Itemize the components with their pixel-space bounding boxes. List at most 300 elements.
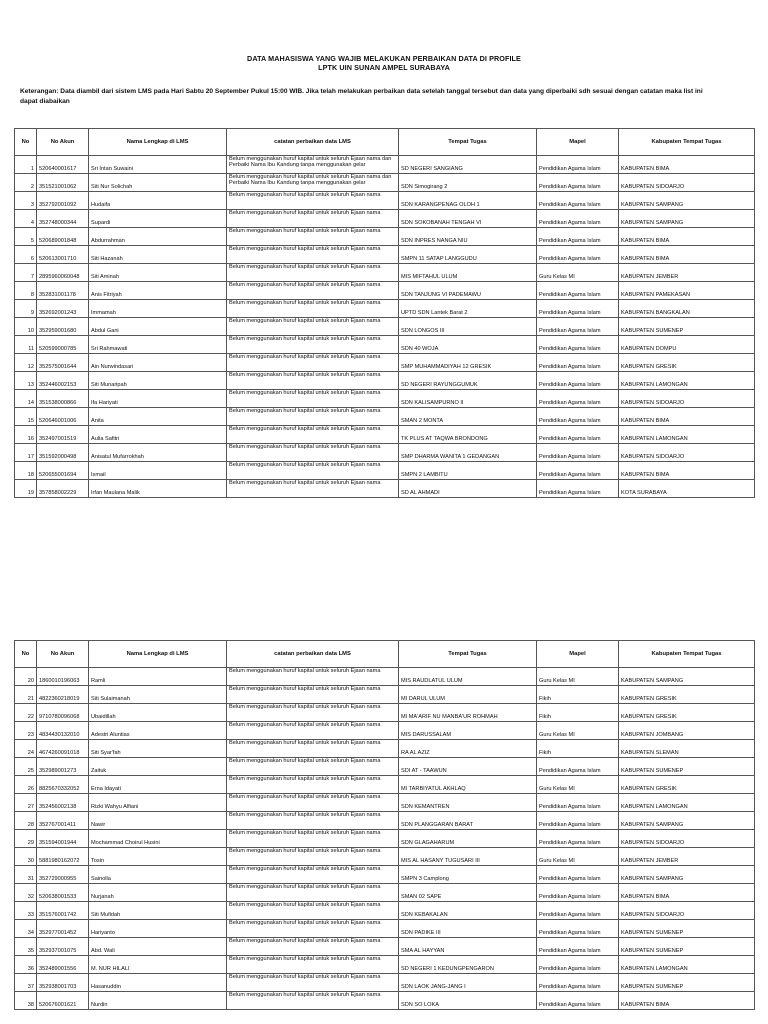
table-row <box>15 992 755 1010</box>
cell-no: 13 <box>15 372 37 390</box>
cell-name: Supardi <box>89 210 227 228</box>
table-row <box>15 794 755 812</box>
cell-name: Hasanuddin <box>89 974 227 992</box>
cell-subject: Guru Kelas MI <box>537 264 619 282</box>
cell-subject: Pendidikan Agama Islam <box>537 318 619 336</box>
cell-no: 19 <box>15 480 37 498</box>
cell-name: Ismail <box>89 462 227 480</box>
cell-no: 31 <box>15 866 37 884</box>
cell-name: Irfan Maulana Malik <box>89 480 227 498</box>
student-table-2 <box>14 640 755 1010</box>
cell-name: Hariyanto <box>89 920 227 938</box>
table-row <box>15 812 755 830</box>
cell-subject: Pendidikan Agama Islam <box>537 192 619 210</box>
cell-workplace: SMPN 11 SATAP LANGGUDU <box>399 246 537 264</box>
cell-no: 9 <box>15 300 37 318</box>
table-row <box>15 462 755 480</box>
cell-name: Sri Rahmawati <box>89 336 227 354</box>
table-row <box>15 210 755 228</box>
cell-no: 7 <box>15 264 37 282</box>
cell-workplace: SDN SO LOKA <box>399 992 537 1010</box>
cell-account: 9710780096068 <box>37 704 89 722</box>
cell-regency: KABUPATEN LAMONGAN <box>619 956 755 974</box>
cell-account: 352748000344 <box>37 210 89 228</box>
cell-note: Belum menggunakan huruf kapital untuk seluruh Ejaan nama dan Perbaiki Nama Ibu Kandung tanpa menggunakan gelar <box>227 174 399 192</box>
cell-workplace: SD AL AHMADI <box>399 480 537 498</box>
cell-regency: KABUPATEN GRESIK <box>619 776 755 794</box>
table-body-1 <box>15 156 755 498</box>
table-row <box>15 282 755 300</box>
cell-subject: Pendidikan Agama Islam <box>537 444 619 462</box>
cell-regency: KOTA SURABAYA <box>619 480 755 498</box>
cell-workplace: SDN KARANGPENAG OLOH 1 <box>399 192 537 210</box>
cell-workplace: SDN GLAGAHARUM <box>399 830 537 848</box>
cell-name: Nurjanah <box>89 884 227 902</box>
cell-note: Belum menggunakan huruf kapital untuk seluruh Ejaan nama <box>227 848 399 866</box>
cell-account: 352792001092 <box>37 192 89 210</box>
table-row <box>15 722 755 740</box>
cell-note: Belum menggunakan huruf kapital untuk seluruh Ejaan nama <box>227 956 399 974</box>
table-row <box>15 902 755 920</box>
cell-regency: KABUPATEN GRESIK <box>619 704 755 722</box>
cell-regency: KABUPATEN BIMA <box>619 884 755 902</box>
table-row <box>15 974 755 992</box>
cell-regency: KABUPATEN JOMBANG <box>619 722 755 740</box>
table-row <box>15 264 755 282</box>
cell-regency: KABUPATEN SUMENEP <box>619 920 755 938</box>
col-header-workplace: Tempat Tugas <box>399 641 537 668</box>
cell-account: 520613001710 <box>37 246 89 264</box>
col-header-account: No Akun <box>37 641 89 668</box>
cell-name: Abd. Wali <box>89 938 227 956</box>
cell-subject: Pendidikan Agama Islam <box>537 336 619 354</box>
cell-no: 27 <box>15 794 37 812</box>
cell-workplace: SMP DHARMA WANITA 1 GEDANGAN <box>399 444 537 462</box>
cell-no: 33 <box>15 902 37 920</box>
cell-subject: Pendidikan Agama Islam <box>537 282 619 300</box>
cell-regency: KABUPATEN SAMPANG <box>619 866 755 884</box>
col-header-name: Nama Lengkap di LMS <box>89 641 227 668</box>
cell-account: 1860010196063 <box>37 668 89 686</box>
cell-regency: KABUPATEN SLEMAN <box>619 740 755 758</box>
cell-account: 352959001680 <box>37 318 89 336</box>
cell-workplace: SDN KEMANTREN <box>399 794 537 812</box>
table-row <box>15 740 755 758</box>
table-row <box>15 246 755 264</box>
cell-account: 352446002153 <box>37 372 89 390</box>
table-row <box>15 228 755 246</box>
cell-regency: KABUPATEN SUMENEP <box>619 758 755 776</box>
cell-workplace: SMPN 2 LAMBITU <box>399 462 537 480</box>
cell-no: 10 <box>15 318 37 336</box>
cell-account: 352489001556 <box>37 956 89 974</box>
cell-name: Tosin <box>89 848 227 866</box>
cell-no: 1 <box>15 156 37 174</box>
cell-name: Siti Nur Solichah <box>89 174 227 192</box>
cell-no: 23 <box>15 722 37 740</box>
cell-name: Siti Syar'fah <box>89 740 227 758</box>
cell-note: Belum menggunakan huruf kapital untuk seluruh Ejaan nama <box>227 480 399 498</box>
table-row <box>15 776 755 794</box>
cell-account: 520646001006 <box>37 408 89 426</box>
cell-account: 351592000498 <box>37 444 89 462</box>
cell-name: Aulia Safitri <box>89 426 227 444</box>
cell-workplace: MIS MIFTAHUL ULUM <box>399 264 537 282</box>
cell-regency: KABUPATEN SIDOARJO <box>619 390 755 408</box>
cell-name: Ain Nurwindasari <box>89 354 227 372</box>
cell-no: 29 <box>15 830 37 848</box>
table-row <box>15 354 755 372</box>
table-row <box>15 686 755 704</box>
cell-no: 12 <box>15 354 37 372</box>
cell-note: Belum menggunakan huruf kapital untuk seluruh Ejaan nama <box>227 228 399 246</box>
cell-regency: KABUPATEN BIMA <box>619 408 755 426</box>
cell-account: 351576001742 <box>37 902 89 920</box>
cell-note: Belum menggunakan huruf kapital untuk seluruh Ejaan nama <box>227 812 399 830</box>
cell-name: Sainolla <box>89 866 227 884</box>
cell-subject: Fikih <box>537 740 619 758</box>
cell-workplace: MI MA'ARIF NU MANBA'UR ROHMAH <box>399 704 537 722</box>
cell-no: 32 <box>15 884 37 902</box>
table-row <box>15 408 755 426</box>
cell-subject: Pendidikan Agama Islam <box>537 156 619 174</box>
cell-note: Belum menggunakan huruf kapital untuk seluruh Ejaan nama <box>227 938 399 956</box>
table-row <box>15 174 755 192</box>
cell-no: 35 <box>15 938 37 956</box>
cell-workplace: SDN SOKOBANAH TENGAH VI <box>399 210 537 228</box>
cell-account: 2895960060048 <box>37 264 89 282</box>
cell-no: 5 <box>15 228 37 246</box>
table-row <box>15 830 755 848</box>
cell-regency: KABUPATEN SUMENEP <box>619 938 755 956</box>
cell-subject: Guru Kelas MI <box>537 722 619 740</box>
cell-account: 352989001273 <box>37 758 89 776</box>
cell-no: 6 <box>15 246 37 264</box>
cell-regency: KABUPATEN SUMENEP <box>619 318 755 336</box>
cell-regency: KABUPATEN LAMONGAN <box>619 426 755 444</box>
cell-subject: Pendidikan Agama Islam <box>537 956 619 974</box>
cell-workplace: SDN TANJUNG VI PADEMAWU <box>399 282 537 300</box>
cell-account: 357858002229 <box>37 480 89 498</box>
cell-name: Anisatul Mufarrokhah <box>89 444 227 462</box>
cell-subject: Pendidikan Agama Islam <box>537 794 619 812</box>
cell-regency: KABUPATEN SUMENEP <box>619 974 755 992</box>
cell-note: Belum menggunakan huruf kapital untuk seluruh Ejaan nama <box>227 758 399 776</box>
cell-regency: KABUPATEN SAMPANG <box>619 668 755 686</box>
cell-name: Adestri Aluntias <box>89 722 227 740</box>
cell-account: 5881980162072 <box>37 848 89 866</box>
cell-subject: Pendidikan Agama Islam <box>537 974 619 992</box>
cell-subject: Pendidikan Agama Islam <box>537 480 619 498</box>
cell-name: Immamah <box>89 300 227 318</box>
cell-name: Nawir <box>89 812 227 830</box>
cell-subject: Guru Kelas MI <box>537 848 619 866</box>
cell-account: 352497001519 <box>37 426 89 444</box>
cell-name: Nurdin <box>89 992 227 1010</box>
cell-subject: Pendidikan Agama Islam <box>537 462 619 480</box>
cell-workplace: SD NEGERI SANGIANG <box>399 156 537 174</box>
cell-workplace: SMAN 02 SAPE <box>399 884 537 902</box>
col-header-regency: Kabupaten Tempat Tugas <box>619 129 755 156</box>
cell-note: Belum menggunakan huruf kapital untuk seluruh Ejaan nama <box>227 408 399 426</box>
cell-note: Belum menggunakan huruf kapital untuk seluruh Ejaan nama <box>227 246 399 264</box>
cell-regency: KABUPATEN GRESIK <box>619 354 755 372</box>
cell-workplace: MIS DARUSSALAM <box>399 722 537 740</box>
cell-workplace: MI DARUL ULUM <box>399 686 537 704</box>
cell-workplace: SDN LONGOS III <box>399 318 537 336</box>
cell-regency: KABUPATEN SIDOARJO <box>619 902 755 920</box>
table-row <box>15 318 755 336</box>
cell-subject: Pendidikan Agama Islam <box>537 992 619 1010</box>
cell-regency: KABUPATEN JEMBER <box>619 848 755 866</box>
cell-no: 34 <box>15 920 37 938</box>
cell-note: Belum menggunakan huruf kapital untuk seluruh Ejaan nama <box>227 920 399 938</box>
col-header-name: Nama Lengkap di LMS <box>89 129 227 156</box>
cell-no: 36 <box>15 956 37 974</box>
cell-account: 520689001848 <box>37 228 89 246</box>
cell-note: Belum menggunakan huruf kapital untuk seluruh Ejaan nama <box>227 282 399 300</box>
table-row <box>15 480 755 498</box>
cell-note: Belum menggunakan huruf kapital untuk seluruh Ejaan nama <box>227 426 399 444</box>
cell-workplace: RA AL AZIZ <box>399 740 537 758</box>
cell-workplace: SDN KALISAMPURNO II <box>399 390 537 408</box>
cell-workplace: SDN LAOK JANG-JANG I <box>399 974 537 992</box>
col-header-account: No Akun <box>37 129 89 156</box>
table-row <box>15 156 755 174</box>
cell-no: 25 <box>15 758 37 776</box>
table-row <box>15 758 755 776</box>
cell-workplace: UPTD SDN Lantek Barat 2 <box>399 300 537 318</box>
cell-subject: Pendidikan Agama Islam <box>537 390 619 408</box>
cell-regency: KABUPATEN BIMA <box>619 462 755 480</box>
cell-note: Belum menggunakan huruf kapital untuk seluruh Ejaan nama <box>227 740 399 758</box>
cell-workplace: SDN PADIKE III <box>399 920 537 938</box>
table-page-2 <box>14 640 754 1010</box>
cell-subject: Pendidikan Agama Islam <box>537 938 619 956</box>
cell-account: 352729000955 <box>37 866 89 884</box>
cell-subject: Pendidikan Agama Islam <box>537 902 619 920</box>
cell-account: 4834430132010 <box>37 722 89 740</box>
cell-note: Belum menggunakan huruf kapital untuk seluruh Ejaan nama <box>227 884 399 902</box>
cell-subject: Pendidikan Agama Islam <box>537 426 619 444</box>
cell-name: Abdul Gani <box>89 318 227 336</box>
cell-subject: Pendidikan Agama Islam <box>537 830 619 848</box>
cell-note: Belum menggunakan huruf kapital untuk seluruh Ejaan nama <box>227 336 399 354</box>
cell-no: 3 <box>15 192 37 210</box>
table-row <box>15 192 755 210</box>
cell-note: Belum menggunakan huruf kapital untuk seluruh Ejaan nama <box>227 354 399 372</box>
cell-account: 4674260091018 <box>37 740 89 758</box>
cell-name: Siti Aminah <box>89 264 227 282</box>
cell-no: 18 <box>15 462 37 480</box>
cell-no: 8 <box>15 282 37 300</box>
col-header-no: No <box>15 641 37 668</box>
cell-note: Belum menggunakan huruf kapital untuk seluruh Ejaan nama <box>227 264 399 282</box>
cell-workplace: MIS AL HASANY TUGUSARI III <box>399 848 537 866</box>
table-body-2 <box>15 668 755 1010</box>
cell-workplace: SMA AL HAYYAN <box>399 938 537 956</box>
table-header-row <box>15 641 755 668</box>
cell-no: 17 <box>15 444 37 462</box>
cell-name: Ramli <box>89 668 227 686</box>
table-row <box>15 848 755 866</box>
table-row <box>15 956 755 974</box>
cell-subject: Pendidikan Agama Islam <box>537 354 619 372</box>
document-note: Keterangan: Data diambil dari sistem LMS pada Hari Sabtu 20 September Pukul 15:00 WIB. Jika telah melakukan perbaikan data setelah tanggal tersebut dan data yang diperbaiki sdh sesuai dengan catatan maka list ini dapat diabaikan <box>20 88 703 105</box>
cell-no: 37 <box>15 974 37 992</box>
col-header-note: catatan perbaikan data LMS <box>227 129 399 156</box>
cell-no: 2 <box>15 174 37 192</box>
cell-subject: Pendidikan Agama Islam <box>537 884 619 902</box>
cell-name: Mochammad Choirul Husini <box>89 830 227 848</box>
table-row <box>15 920 755 938</box>
cell-regency: KABUPATEN SIDOARJO <box>619 174 755 192</box>
cell-workplace: SD NEGERI 1 KEDUNGPENGARON <box>399 956 537 974</box>
cell-subject: Pendidikan Agama Islam <box>537 210 619 228</box>
cell-account: 351521001062 <box>37 174 89 192</box>
cell-account: 352456002138 <box>37 794 89 812</box>
cell-workplace: SD NEGERI RAYUNGGUMUK <box>399 372 537 390</box>
cell-name: Rizki Wahyu Alfiani <box>89 794 227 812</box>
cell-workplace: SDN Simogirang 2 <box>399 174 537 192</box>
cell-account: 352575001644 <box>37 354 89 372</box>
cell-account: 520676001621 <box>37 992 89 1010</box>
cell-name: Hudaifa <box>89 192 227 210</box>
cell-subject: Fikih <box>537 686 619 704</box>
cell-workplace: SMP MUHAMMADIYAH 12 GRESIK <box>399 354 537 372</box>
document-subtitle: LPTK UIN SUNAN AMPEL SURABAYA <box>318 63 450 72</box>
cell-note: Belum menggunakan huruf kapital untuk seluruh Ejaan nama <box>227 372 399 390</box>
cell-workplace: MIS RAUDLATUL ULUM <box>399 668 537 686</box>
cell-note: Belum menggunakan huruf kapital untuk seluruh Ejaan nama <box>227 668 399 686</box>
cell-workplace: SMAN 2 MONTA <box>399 408 537 426</box>
col-header-subject: Mapel <box>537 641 619 668</box>
cell-account: 352692001243 <box>37 300 89 318</box>
cell-regency: KABUPATEN BANGKALAN <box>619 300 755 318</box>
col-header-subject: Mapel <box>537 129 619 156</box>
cell-regency: KABUPATEN GRESIK <box>619 686 755 704</box>
cell-account: 520655001694 <box>37 462 89 480</box>
cell-regency: KABUPATEN DOMPU <box>619 336 755 354</box>
cell-subject: Pendidikan Agama Islam <box>537 300 619 318</box>
col-header-regency: Kabupaten Tempat Tugas <box>619 641 755 668</box>
cell-name: Ifa Hariyati <box>89 390 227 408</box>
cell-name: Siti Munaripah <box>89 372 227 390</box>
cell-account: 352937001075 <box>37 938 89 956</box>
cell-regency: KABUPATEN BIMA <box>619 156 755 174</box>
cell-no: 26 <box>15 776 37 794</box>
cell-workplace: SDN KEBAKALAN <box>399 902 537 920</box>
cell-note: Belum menggunakan huruf kapital untuk seluruh Ejaan nama <box>227 192 399 210</box>
cell-note: Belum menggunakan huruf kapital untuk seluruh Ejaan nama <box>227 830 399 848</box>
cell-workplace: SDN PLANGGARAN BARAT <box>399 812 537 830</box>
cell-note: Belum menggunakan huruf kapital untuk seluruh Ejaan nama <box>227 390 399 408</box>
cell-note: Belum menggunakan huruf kapital untuk seluruh Ejaan nama <box>227 902 399 920</box>
cell-regency: KABUPATEN SIDOARJO <box>619 444 755 462</box>
cell-name: Sri Intan Suwaini <box>89 156 227 174</box>
table-row <box>15 704 755 722</box>
cell-workplace: SDN INPRES NANGA NIU <box>399 228 537 246</box>
cell-workplace: SMPN 3 Camplong <box>399 866 537 884</box>
cell-no: 21 <box>15 686 37 704</box>
cell-account: 352938001703 <box>37 974 89 992</box>
cell-regency: KABUPATEN SAMPANG <box>619 812 755 830</box>
cell-subject: Pendidikan Agama Islam <box>537 372 619 390</box>
cell-name: Abdurrahman <box>89 228 227 246</box>
cell-account: 352977001452 <box>37 920 89 938</box>
cell-account: 520599000785 <box>37 336 89 354</box>
cell-subject: Pendidikan Agama Islam <box>537 920 619 938</box>
cell-note: Belum menggunakan huruf kapital untuk seluruh Ejaan nama <box>227 444 399 462</box>
cell-account: 8825670332052 <box>37 776 89 794</box>
cell-subject: Fikih <box>537 704 619 722</box>
cell-account: 520638001533 <box>37 884 89 902</box>
cell-workplace: SDI AT - TAAWUN <box>399 758 537 776</box>
cell-no: 38 <box>15 992 37 1010</box>
cell-account: 4822360218019 <box>37 686 89 704</box>
table-row <box>15 444 755 462</box>
cell-note: Belum menggunakan huruf kapital untuk seluruh Ejaan nama dan Perbaiki Nama Ibu Kandung tanpa menggunakan gelar <box>227 156 399 174</box>
cell-regency: KABUPATEN BIMA <box>619 228 755 246</box>
cell-note: Belum menggunakan huruf kapital untuk seluruh Ejaan nama <box>227 300 399 318</box>
col-header-note: catatan perbaikan data LMS <box>227 641 399 668</box>
cell-subject: Pendidikan Agama Islam <box>537 758 619 776</box>
table-row <box>15 426 755 444</box>
cell-regency: KABUPATEN BIMA <box>619 246 755 264</box>
cell-subject: Pendidikan Agama Islam <box>537 812 619 830</box>
cell-name: Zaituk <box>89 758 227 776</box>
cell-no: 16 <box>15 426 37 444</box>
cell-note: Belum menggunakan huruf kapital untuk seluruh Ejaan nama <box>227 866 399 884</box>
cell-note: Belum menggunakan huruf kapital untuk seluruh Ejaan nama <box>227 974 399 992</box>
table-header-row <box>15 129 755 156</box>
cell-subject: Pendidikan Agama Islam <box>537 408 619 426</box>
cell-note: Belum menggunakan huruf kapital untuk seluruh Ejaan nama <box>227 462 399 480</box>
cell-name: Siti Mufidah <box>89 902 227 920</box>
cell-name: M. NUR HILALI <box>89 956 227 974</box>
cell-note: Belum menggunakan huruf kapital untuk seluruh Ejaan nama <box>227 686 399 704</box>
cell-account: 352767001411 <box>37 812 89 830</box>
table-row <box>15 336 755 354</box>
table-row <box>15 866 755 884</box>
cell-subject: Pendidikan Agama Islam <box>537 228 619 246</box>
cell-note: Belum menggunakan huruf kapital untuk seluruh Ejaan nama <box>227 794 399 812</box>
cell-regency: KABUPATEN JEMBER <box>619 264 755 282</box>
table-row <box>15 938 755 956</box>
document-title: DATA MAHASISWA YANG WAJIB MELAKUKAN PERBAIKAN DATA DI PROFILE <box>247 54 521 63</box>
cell-name: Anita <box>89 408 227 426</box>
table-row <box>15 668 755 686</box>
cell-account: 352831001178 <box>37 282 89 300</box>
cell-no: 20 <box>15 668 37 686</box>
cell-note: Belum menggunakan huruf kapital untuk seluruh Ejaan nama <box>227 210 399 228</box>
cell-name: Erna Idayati <box>89 776 227 794</box>
cell-note: Belum menggunakan huruf kapital untuk seluruh Ejaan nama <box>227 704 399 722</box>
cell-workplace: MI TARBIYATUL AKHLAQ <box>399 776 537 794</box>
cell-note: Belum menggunakan huruf kapital untuk seluruh Ejaan nama <box>227 992 399 1010</box>
cell-account: 351538000866 <box>37 390 89 408</box>
cell-account: 351594001944 <box>37 830 89 848</box>
student-table-1 <box>14 128 755 498</box>
cell-no: 30 <box>15 848 37 866</box>
table-row <box>15 884 755 902</box>
cell-regency: KABUPATEN LAMONGAN <box>619 794 755 812</box>
cell-name: Siti Sulaimanah <box>89 686 227 704</box>
cell-no: 22 <box>15 704 37 722</box>
col-header-workplace: Tempat Tugas <box>399 129 537 156</box>
cell-name: Anis Fitriyah <box>89 282 227 300</box>
cell-note: Belum menggunakan huruf kapital untuk seluruh Ejaan nama <box>227 776 399 794</box>
